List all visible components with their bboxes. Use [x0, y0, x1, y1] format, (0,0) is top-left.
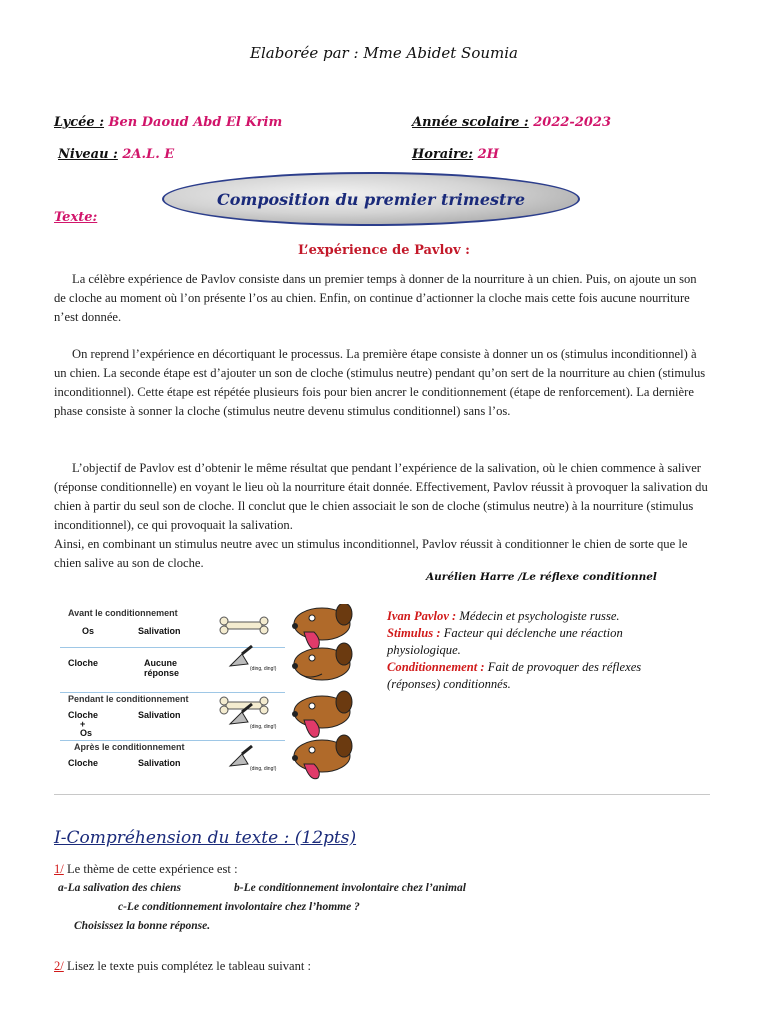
author-line: Elaborée par : Mme Abidet Soumia [250, 44, 518, 62]
title-banner [162, 172, 580, 226]
horaire-field [412, 147, 499, 162]
definition-stimulus: Stimulus : Facteur qui déclenche une réaction physiologique. [387, 626, 623, 657]
label-reponse: réponse [144, 668, 180, 678]
section-pendant: Pendant le conditionnement [68, 694, 189, 704]
question-2 [54, 959, 311, 974]
citation: Aurélien Harre /Le réflexe conditionnel [426, 571, 657, 583]
definition-pavlov: Ivan Pavlov : Médecin et psychologiste russe. [387, 609, 620, 623]
bell-icon [230, 646, 252, 666]
option-c: c-Le conditionnement involontaire chez l’homme ? [118, 901, 360, 913]
section-avant: Avant le conditionnement [68, 608, 178, 618]
lycee-value: Ben Daoud Abd El Krim [108, 115, 283, 130]
niveau-label: Niveau : [58, 147, 118, 162]
horaire-value: 2H [477, 147, 499, 162]
texte-label: Texte: [54, 210, 98, 225]
label-cloche: Cloche [68, 658, 99, 668]
pavlov-illustration [60, 604, 378, 784]
niveau-value: 2A.L. E [122, 147, 175, 162]
lycee-field [54, 115, 282, 130]
option-a: a-La salivation des chiens [58, 882, 181, 894]
section-apres: Après le conditionnement [74, 742, 185, 752]
question-text: Le thème de cette expérience est : [66, 862, 238, 876]
label-salivation: Salivation [138, 710, 181, 720]
horaire-label: Horaire: [412, 147, 474, 162]
question-number: 2/ [54, 959, 64, 973]
bone-icon [220, 617, 268, 634]
paragraph-1: La célèbre expérience de Pavlov consiste dans un premier temps à donner de la nourriture à un chien. Puis, on ajoute un son de cloche au moment où l’on présente l’os au chien. Enfin, on continue d’actionner la cloche mais cette fois aucune nourriture n’est donnée. [54, 272, 697, 324]
dog-icon [292, 735, 352, 779]
annee-value: 2022-2023 [533, 115, 612, 130]
lycee-label: Lycée : [54, 115, 105, 130]
ding-label: (ding, ding!) [250, 666, 277, 672]
niveau-field [58, 147, 174, 162]
bell-icon [230, 746, 252, 766]
dog-icon [292, 604, 352, 649]
paragraph-3: L’objectif de Pavlov est d’obtenir le même résultat que pendant l’expérience de la salivation, où le chien commence à saliver (réponse conditionnelle) en voyant le lieu où la nourriture était donnée. Effectivement, Pavlov réussit à provoquer la salivation du chien à partir du seul son de cloche. Il conclut que le chien associait le son de cloche (stimulus neutre) à la nourriture (stimulus inconditionnel), ce qui provoquait la salivation. [54, 461, 708, 532]
option-b: b-Le conditionnement involontaire chez l’animal [234, 882, 466, 894]
label-plus: + [80, 719, 86, 729]
label-salivation: Salivation [138, 626, 181, 636]
ding-label: (ding, ding!) [250, 724, 277, 730]
label-os: Os [80, 728, 93, 738]
illustration-drawings [60, 604, 378, 784]
label-salivation: Salivation [138, 758, 181, 768]
paragraph-4: Ainsi, en combinant un stimulus neutre avec un stimulus inconditionnel, Pavlov réussit à conditionner le chien de sorte que le chien salive au son de cloche. [54, 537, 688, 570]
annee-label: Année scolaire : [412, 115, 529, 130]
question-number: 1/ [54, 862, 64, 876]
label-os: Os [82, 626, 95, 636]
question-text: Lisez le texte puis complétez le tableau suivant : [66, 959, 312, 973]
instruction: Choisissez la bonne réponse. [74, 920, 211, 932]
annee-field [412, 115, 611, 130]
question-1 [54, 862, 238, 877]
paragraph-2: On reprend l’expérience en décortiquant le processus. La première étape consiste à donner un os (stimulus inconditionnel) à un chien. La seconde étape est d’ajouter un son de cloche (stimulus neutre) pendant qu’on sert de la nourriture au chien (stimulus inconditionnel). Cette étape est répétée plusieurs fois pour bien ancrer le conditionnement (étape de renforcement). La dernière phase consiste à sonner la cloche (stimulus neutre devenu stimulus conditionnel) sans l’os. [54, 347, 706, 418]
dog-icon [292, 691, 352, 737]
definitions [387, 608, 687, 693]
definition-conditionnement: Conditionnement : Fait de provoquer des réflexes (réponses) conditionnés. [387, 660, 642, 691]
section-title: I-Compréhension du texte : (12pts) [54, 828, 357, 848]
text-title: L’expérience de Pavlov : [298, 243, 470, 258]
dog-icon [292, 643, 352, 680]
banner-text: Composition du premier trimestre [216, 189, 525, 209]
separator [54, 794, 710, 795]
label-cloche: Cloche [68, 758, 99, 768]
label-cloche: Cloche [68, 710, 99, 720]
ding-label: (ding, ding!) [250, 766, 277, 772]
label-aucune: Aucune [144, 658, 178, 668]
